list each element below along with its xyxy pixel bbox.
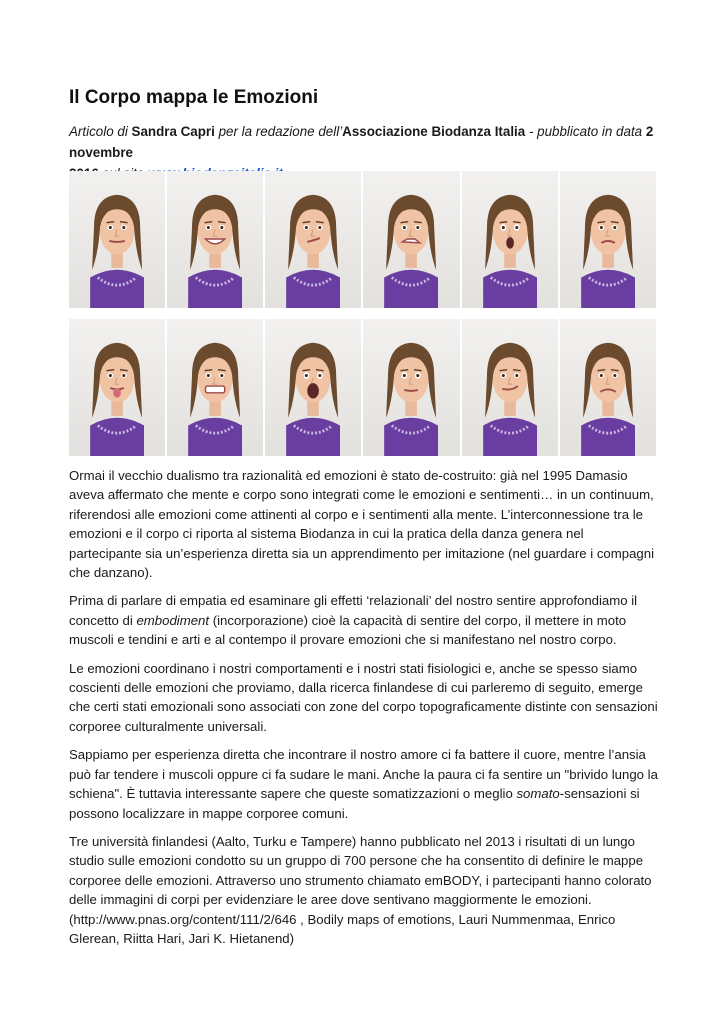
portrait-photo-1 [69,171,165,308]
portrait-illustration [69,319,165,456]
paragraph-5-text: Tre università finlandesi (Aalto, Turku e Tampere) hanno pubblicato nel 2013 i risultati di un lungo studio sulle emozioni condotto su un gruppo di 700 persone che ha consentito di definire le mappe corporee delle emozioni. Attraverso uno strumento chiamato emBODY, i partecipanti hanno colorato delle immagini di corpi per evidenziare le aree dove sentivano maggiormente le emozioni. [69,833,652,908]
paragraph-2 [69,591,659,649]
portrait-photo-12 [560,319,656,456]
portrait-photo-7 [69,319,165,456]
byline-published: - pubblicato in data [525,124,646,139]
portrait-illustration [69,171,165,308]
paragraph-5-reference: (http://www.pnas.org/content/111/2/646 , Bodily maps of emotions, Lauri Nummenmaa, Enrico Glerean, Riitta Hari, Jari K. Hietanend) [69,911,616,946]
embodiment-term: embodiment [136,612,210,628]
facial-expressions-photo-grid [69,171,656,456]
portrait-photo-5 [462,171,558,308]
paragraph-4-text-a: Sappiamo per esperienza diretta che incontrare il nostro amore ci fa battere il cuore, mentre l’ansia può far tendere i muscoli oppure ci fa sudare le mani. Anche la paura ci fa sentire un "brivido lungo la schiena". È tuttavia interessante sapere che queste somatizzazioni o meglio [69,747,658,802]
paragraph-2-text-a: Prima di parlare di empatia ed esaminare gli effetti ‘relazionali’ del nostro sentire approfondiamo il concetto di [69,593,638,628]
paragraph-3: Le emozioni coordinano i nostri comportamenti e i nostri stati fisiologici e, anche se spesso siamo coscienti delle emozioni che proviamo, dalla ricerca finlandese di cui parleremo di seguito, emerge che certi stati emozionali sono associati con zone del corpo topograficamente distinte con sensazioni corporee culturalmente universali. [69,660,658,734]
portrait-photo-3 [265,171,361,308]
portrait-illustration [167,319,263,456]
byline-editorial: per la redazione dell’ [214,124,343,139]
publish-date-day-month: 2 novembre [69,124,654,160]
article-body [69,466,659,957]
author-name: Sandra Capri [131,124,215,139]
article-title: Il Corpo mappa le Emozioni [69,87,319,108]
portrait-illustration [560,319,656,456]
portrait-photo-4 [363,171,459,308]
organization-name: Associazione Biodanza Italia [342,124,526,139]
portrait-illustration [363,171,459,308]
byline-prefix: Articolo di [69,124,132,139]
portrait-illustration [265,171,361,308]
paragraph-2-text-b: (incorporazione) cioè la capacità di sentire del corpo, il mettere in moto muscoli e tendini e arti e al contempo il provare emozioni che si manifestano nel nostro corpo. [69,612,627,648]
portrait-illustration [167,171,263,308]
paragraph-1: Ormai il vecchio dualismo tra razionalità ed emozioni è stato de-costruito: già nel 1995 Damasio aveva affermato che mente e corpo sono integrati come le emozioni e sentimenti… in un continuum, riferendosi alle emozioni come attinenti al corpo e i sentimenti alla mente. L’interconnessione tra le emozioni e il corpo ci riporta al sistema Biodanza in cui la pratica della danza genera nel partecipante sia un’esperienza diretta sia un apprendimento per imitazione (nel guardare i compagni che danzano). [69,468,654,581]
portrait-illustration [265,319,361,456]
portrait-photo-6 [560,171,656,308]
portrait-photo-9 [265,319,361,456]
portrait-illustration [363,319,459,456]
portrait-illustration [462,319,558,456]
paragraph-5 [69,832,659,948]
paragraph-4 [69,745,659,823]
paragraph-4-text-b: -sensazioni si possono localizzare in mappe corporee comuni. [69,786,640,821]
portrait-photo-8 [167,319,263,456]
portrait-photo-2 [167,171,263,308]
portrait-photo-10 [363,319,459,456]
portrait-illustration [462,171,558,308]
portrait-photo-11 [462,319,558,456]
portrait-illustration [560,171,656,308]
somato-term: somato [516,786,560,802]
